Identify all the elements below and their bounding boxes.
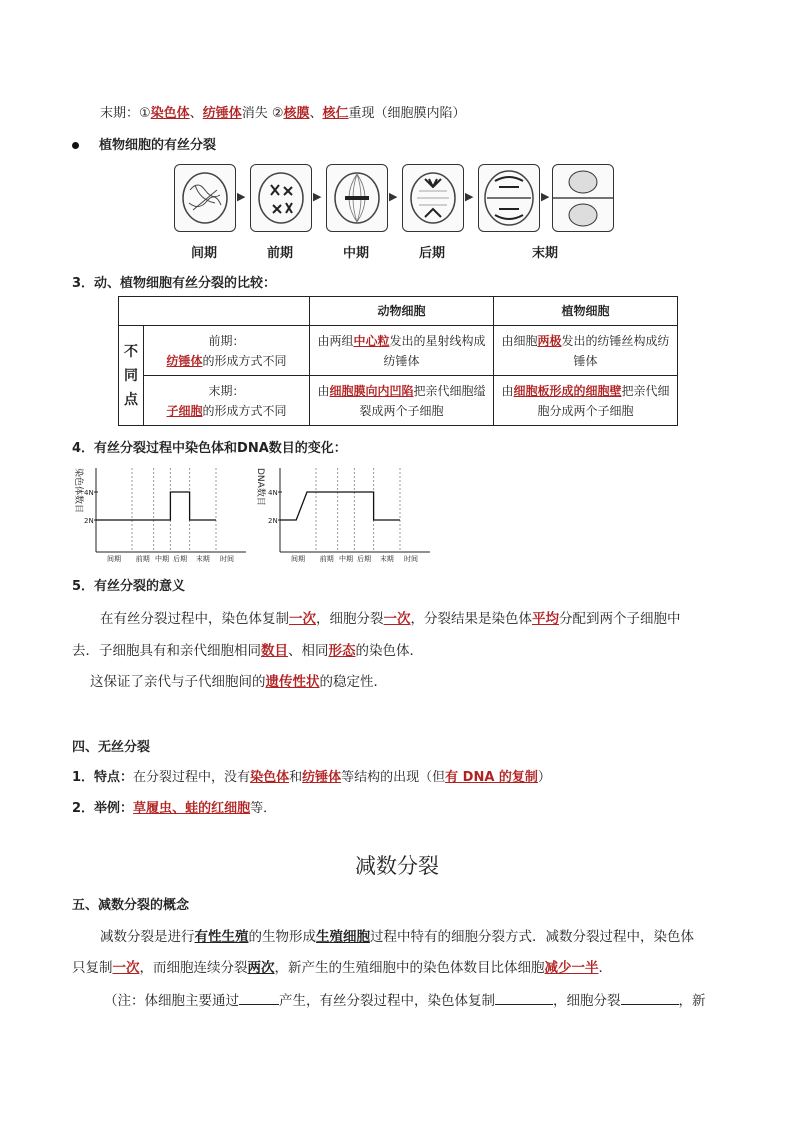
stage-label-prophase: 前期 [266,246,293,261]
meiosis-p1: 减数分裂是进行有性生殖的生物形成生殖细胞过程中特有的细胞分裂方式．减数分裂过程中，染色体 [100,929,694,945]
amitosis-title: 四、无丝分裂 [72,740,151,755]
stage-prophase-image [250,164,312,232]
x-tick-label: 中期 [339,555,353,563]
stage-label-metaphase: 中期 [342,246,369,261]
y-tick-label: 4N [268,489,278,497]
telophase-suffix: 重现（细胞膜内陷） [348,106,466,121]
dna-chart [250,462,440,566]
arrow-icon: ▶ [465,190,474,203]
term-nucleolus: 核仁 [322,106,349,121]
table-corner [119,297,310,326]
bullet-icon [72,142,79,149]
stage-telophase-image-a [478,164,540,232]
x-tick-label: 末期 [195,555,210,563]
arrow-icon: ▶ [313,190,322,203]
section3-title: 3．动、植物细胞有丝分裂的比较： [72,276,277,291]
blank-field[interactable] [621,992,679,1005]
blank-field[interactable] [239,992,279,1005]
term-spindle: 纺锤体 [202,106,242,121]
series-line [280,492,400,520]
meiosis-p2: 只复制一次，而细胞连续分裂两次，新产生的生殖细胞中的染色体数目比体细胞减少一半． [72,960,612,976]
arrow-icon: ▶ [237,190,246,203]
x-tick-label: 后期 [357,555,371,563]
amitosis-features: 1．特点：在分裂过程中，没有染色体和纺锤体等结构的出现（但有 DNA 的复制） [72,770,551,785]
x-tick-label: 中期 [155,555,169,563]
row1-plant: 由细胞两极发出的纺锤丝构成纺锤体 [494,326,678,376]
section5-p1: 在有丝分裂过程中，染色体复制一次，细胞分裂一次，分裂结果是染色体平均分配到两个子细胞中 [100,611,681,627]
stage-label-interphase: 间期 [190,246,217,261]
section5-p2: 去．子细胞具有和亲代细胞相同数目、相同形态的染色体． [72,643,423,659]
stage-label-telophase: 末期 [531,246,558,261]
row2-plant: 由细胞板形成的细胞壁把亲代细胞分成两个子细胞 [494,376,678,426]
term-chromosome: 染色体 [150,106,190,121]
stage-metaphase-image [326,164,388,232]
stage-telophase-image-b [552,164,614,232]
row2-label: 末期： 子细胞的形成方式不同 [144,376,310,426]
chromosome-chart [66,462,256,566]
chart1-ylabel: 染色体数目 [73,468,83,514]
section4-title: 4．有丝分裂过程中染色体和DNA数目的变化： [72,441,347,456]
telophase-line [100,102,466,121]
meiosis-concept-title: 五、减数分裂的概念 [72,898,190,913]
row-group-label: 不同点 [119,326,144,426]
x-tick-label: 前期 [135,555,150,563]
x-tick-label: 前期 [319,555,334,563]
sep: 、 [189,106,203,121]
x-tick-label: 后期 [173,555,187,563]
arrow-icon: ▶ [541,190,550,203]
arrow-icon: ▶ [389,190,398,203]
y-tick-label: 4N [84,489,94,497]
amitosis-examples: 2．举例：草履虫、蛙的红细胞等． [72,801,277,816]
x-axis-label: 时间 [220,555,234,563]
x-tick-label: 间期 [107,555,121,563]
meiosis-note: （注：体细胞主要通过 产生，有丝分裂过程中，染色体复制 ，细胞分裂 ，新 [104,993,706,1009]
series-line [96,492,216,520]
y-tick-label: 2N [84,517,94,525]
sep: 、 [309,106,323,121]
comparison-table [118,296,678,426]
plant-heading: 植物细胞的有丝分裂 [72,134,216,153]
row1-label: 前期： 纺锤体的形成方式不同 [144,326,310,376]
blank-field[interactable] [495,992,553,1005]
row2-animal: 由细胞膜向内凹陷把亲代细胞缢裂成两个子细胞 [310,376,494,426]
stage-anaphase-image [402,164,464,232]
x-axis-label: 时间 [404,555,418,563]
row1-animal: 由两组中心粒发出的星射线构成纺锤体 [310,326,494,376]
stage-label-anaphase: 后期 [418,246,445,261]
section5-title: 5．有丝分裂的意义 [72,579,186,594]
col-plant: 植物细胞 [494,297,678,326]
stage-interphase-image [174,164,236,232]
col-animal: 动物细胞 [310,297,494,326]
term-nuclear-membrane: 核膜 [283,106,310,121]
telophase-prefix: 末期：① [100,106,151,121]
y-tick-label: 2N [268,517,278,525]
chart2-ylabel: DNA数目 [255,468,265,506]
telophase-mid: 消失 ② [241,106,284,121]
x-tick-label: 间期 [291,555,305,563]
meiosis-title: 减数分裂 [355,854,439,878]
section5-p3: 这保证了亲代与子代细胞间的遗传性状的稳定性． [90,674,387,690]
x-tick-label: 末期 [379,555,394,563]
